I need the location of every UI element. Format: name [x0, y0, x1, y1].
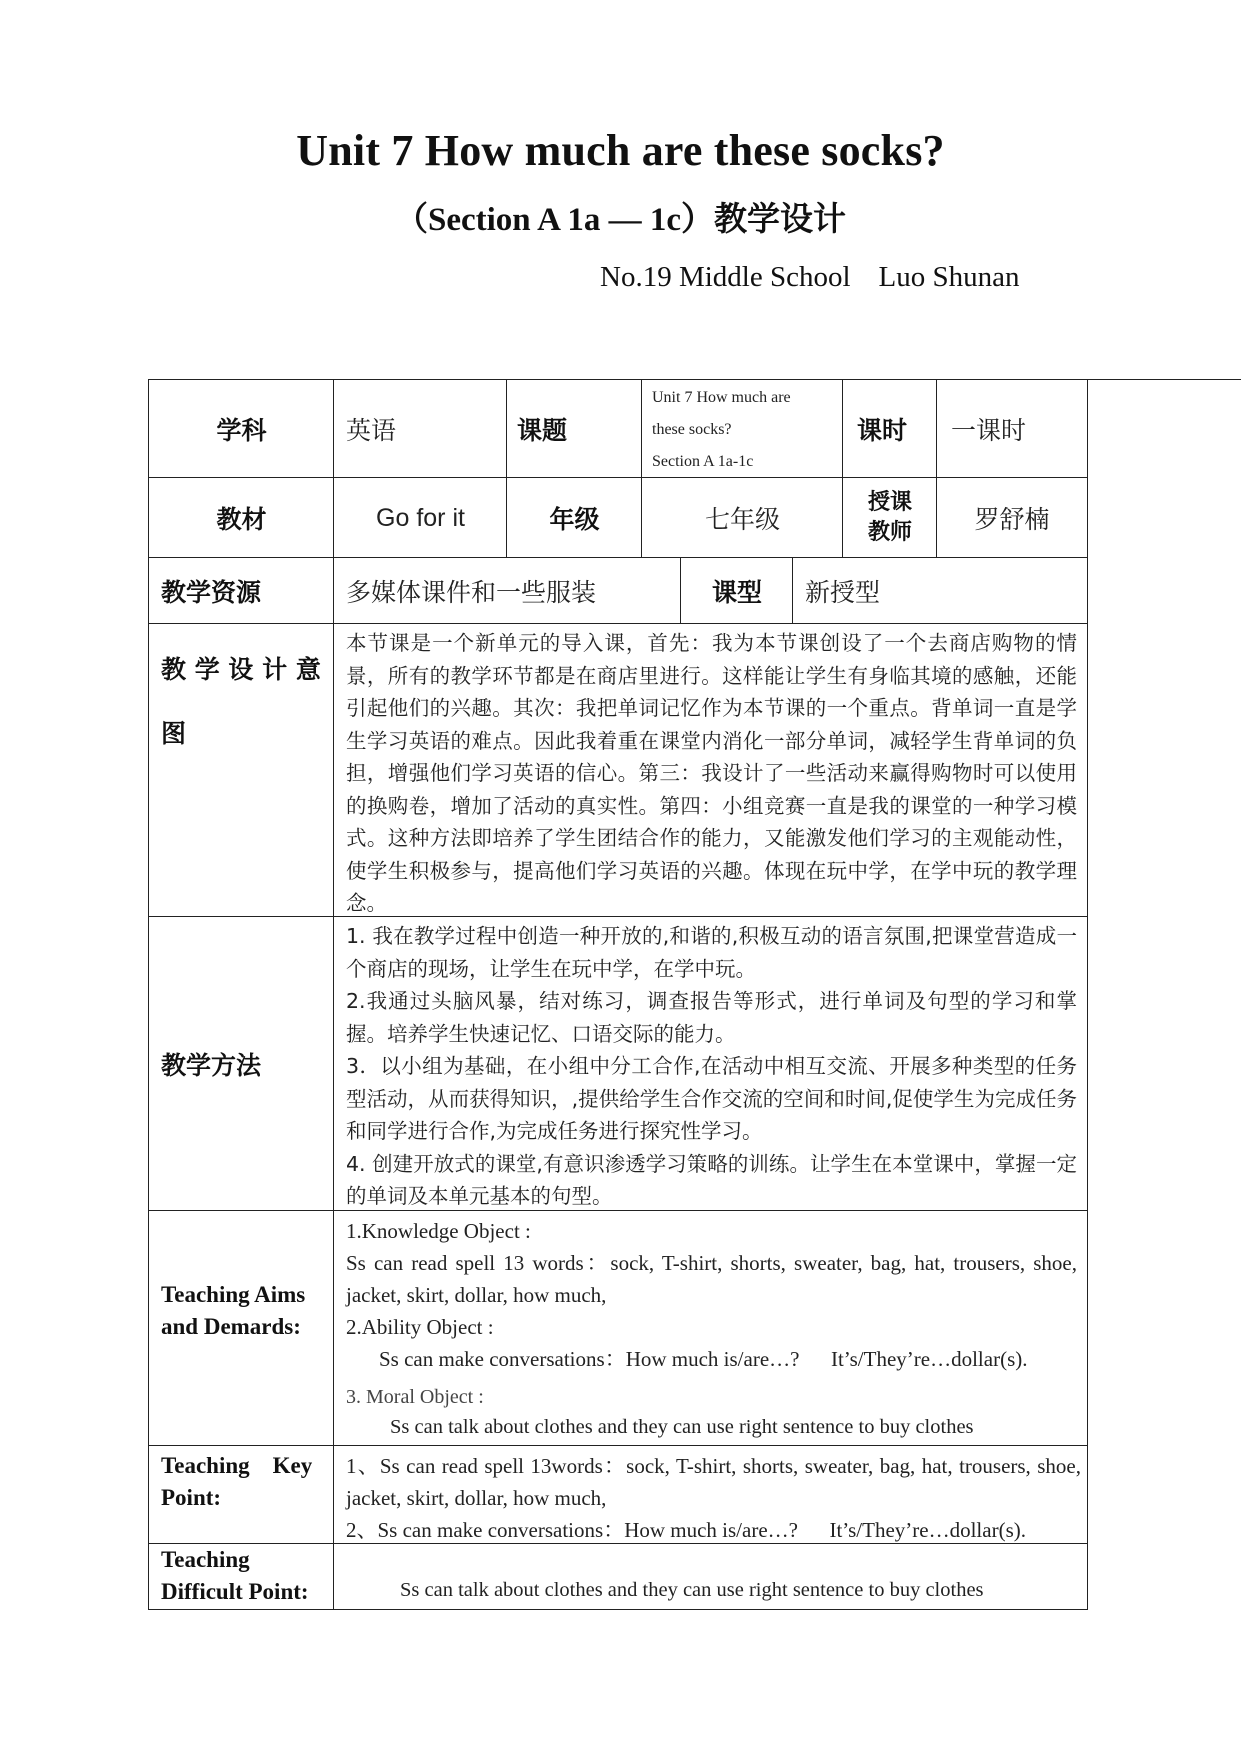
methods-text: [333, 916, 1088, 1212]
teacher-name: Luo Shunan: [878, 261, 1020, 293]
period-label: 课时: [842, 379, 938, 479]
method-item: 2.我通过头脑风暴，结对练习，调查报告等形式，进行单词及句型的学习和掌握。培养学生快速记忆、口语交际的能力。: [346, 989, 1077, 1046]
topic-line-2: these socks?: [652, 421, 732, 438]
method-item: 1. 我在教学过程中创造一种开放的,和谐的,积极互动的语言氛围,把课堂营造成一个商店的现场，让学生在玩中学，在学中玩。: [346, 924, 1077, 981]
intent-text: 本节课是一个新单元的导入课，首先：我为本节课创设了一个去商店购物的情景，所有的教学环节都是在商店里进行。这样能让学生有身临其境的感触，还能引起他们的兴趣。其次：我把单词记忆作为本节课的一个重点。背单词一直是学生学习英语的难点。因此我着重在课堂内消化一部分单词，减轻学生背单词的负担，增强他们学习英语的信心。第三：我设计了一些活动来赢得购物时可以使用的换购卷，增加了活动的真实性。第四：小组竞赛一直是我的课堂的一种学习模式。这种方法即培养了学生团结合作的能力，又能激发他们学习的主观能动性，使学生积极参与，提高他们学习英语的兴趣。体现在玩中学，在学中玩的教学理念。: [333, 623, 1088, 918]
teacher-label-line-2: 教师: [867, 520, 912, 545]
type-value: 新授型: [792, 557, 1088, 625]
moral-object-title: 3. Moral Object :: [346, 1386, 484, 1408]
intent-label-line-1: 教 学 设 计 意: [161, 655, 321, 684]
key-point-content: [333, 1445, 1088, 1545]
textbook-label: 教材: [148, 477, 335, 559]
grade-label: 年级: [506, 477, 643, 559]
type-label: 课型: [680, 557, 794, 625]
key-point-item: 2、Ss can make conversations：How much is/are…? It’s/They’re…dollar(s).: [346, 1518, 1026, 1542]
difficult-point-label: [148, 1543, 335, 1610]
knowledge-object-text: Ss can read spell 13 words：sock, T-shirt, shorts, sweater, bag, hat, trousers, shoe, jacket, skirt, dollar, how much,: [346, 1251, 1077, 1307]
teacher-label-line-1: 授课: [867, 490, 912, 515]
method-item: 3．以小组为基础，在小组中分工合作,在活动中相互交流、开展多种类型的任务型活动，从而获得知识，,提供给学生合作交流的空间和时间,促使学生为完成任务和同学进行合作,为完成任务进行探究性学习。: [346, 1054, 1077, 1143]
aims-content: [333, 1210, 1088, 1447]
topic-line-3: Section A 1a-1c: [652, 453, 754, 470]
intent-label: [148, 623, 335, 918]
school-name: No.19 Middle School: [600, 261, 851, 293]
difficult-point-text: Ss can talk about clothes and they can use right sentence to buy clothes: [333, 1543, 1088, 1610]
topic-label: 课题: [506, 379, 643, 479]
grade-value: 七年级: [641, 477, 844, 559]
key-point-label-line-2: Point:: [161, 1485, 222, 1510]
teacher-value: 罗舒楠: [936, 477, 1088, 559]
document-title: Unit 7 How much are these socks?: [296, 126, 945, 175]
author-line: [600, 261, 1020, 294]
difficult-point-label-line-2: Difficult Point:: [161, 1579, 309, 1604]
key-point-item: 1、Ss can read spell 13words：sock, T-shirt, shorts, sweater, bag, hat, trousers, shoe, jacket, skirt, dollar, how much,: [346, 1454, 1081, 1510]
intent-label-line-2: 图: [161, 719, 187, 748]
key-point-label-line-1: Teaching Key: [161, 1453, 313, 1478]
resources-value: 多媒体课件和一些服装: [333, 557, 682, 625]
moral-object-text: Ss can talk about clothes and they can use right sentence to buy clothes: [390, 1416, 974, 1438]
teacher-label: [842, 477, 938, 559]
difficult-point-label-line-1: Teaching: [161, 1547, 250, 1572]
aims-label: [148, 1210, 335, 1447]
subject-label: 学科: [148, 379, 335, 479]
textbook-value: Go for it: [333, 477, 508, 559]
topic-line-1: Unit 7 How much are: [652, 389, 791, 406]
method-item: 4. 创建开放式的课堂,有意识渗透学习策略的训练。让学生在本堂课中，掌握一定的单词及本单元基本的句型。: [346, 1151, 1077, 1208]
aims-label-line-2: and Demards:: [161, 1314, 301, 1339]
table-edge-line: [1087, 379, 1241, 380]
aims-label-line-1: Teaching Aims: [161, 1282, 306, 1307]
key-point-label: [148, 1445, 335, 1545]
document-subtitle: （Section A 1a — 1c）教学设计: [395, 202, 846, 238]
topic-value: [641, 379, 844, 479]
ability-object-title: 2.Ability Object :: [346, 1315, 494, 1339]
period-value: 一课时: [936, 379, 1088, 479]
methods-label: 教学方法: [148, 916, 335, 1212]
ability-object-text: Ss can make conversations：How much is/are…? It’s/They’re…dollar(s).: [379, 1347, 1028, 1371]
subject-value: 英语: [333, 379, 508, 479]
resources-label: 教学资源: [148, 557, 335, 625]
knowledge-object-title: 1.Knowledge Object :: [346, 1219, 531, 1243]
